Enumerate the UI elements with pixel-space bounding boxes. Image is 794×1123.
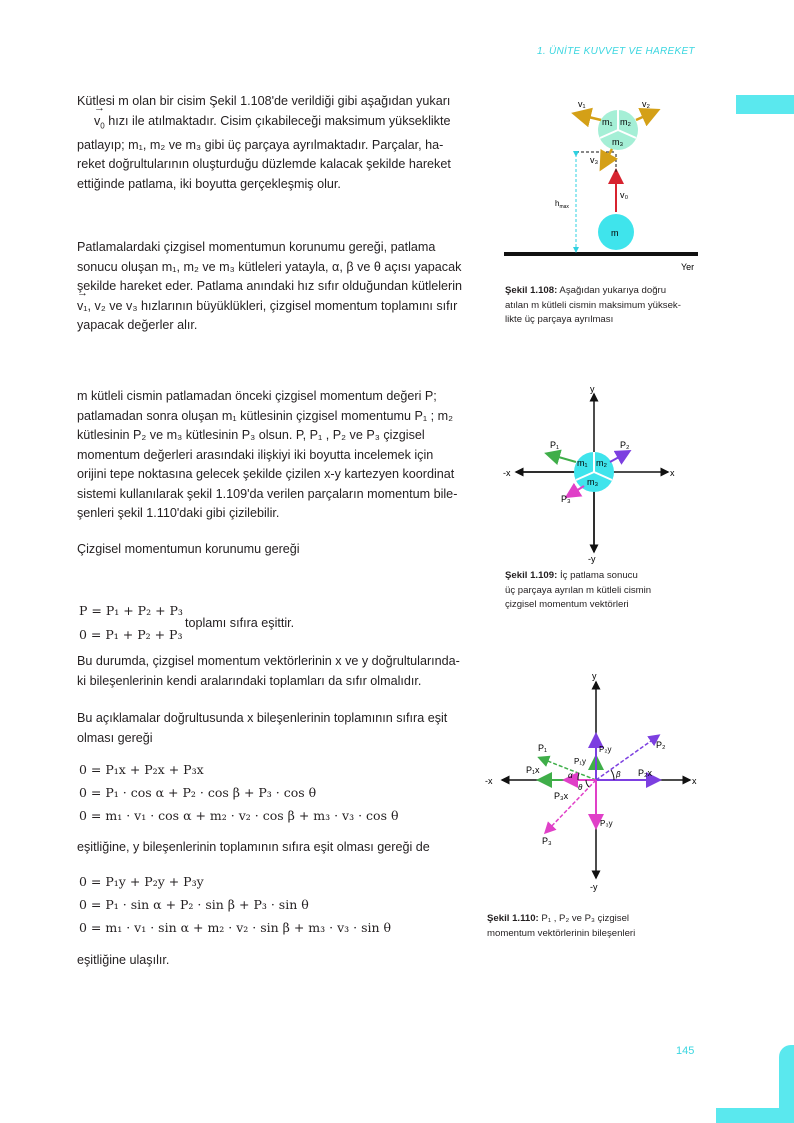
paragraph-4: Çizgisel momentumun korunumu gereği xyxy=(77,542,300,556)
p3-label: P₃ xyxy=(542,836,552,846)
p3-arrow xyxy=(546,780,596,832)
caption-line: atılan m kütleli cismin maksimum yüksek- xyxy=(505,299,681,311)
p2y-label: P₂y xyxy=(599,745,612,754)
v1-label: v₁ xyxy=(578,99,586,109)
velocity-vectors: → v₁, v₂ ve v₃ xyxy=(77,297,137,317)
text-line: patlamadan sonra oluşan m₁ kütlesinin çizgisel momentumu P₁ ; m₂ xyxy=(77,408,453,423)
axis-x-label: x xyxy=(692,776,697,786)
axis-neg-x-label: -x xyxy=(485,776,493,786)
page-corner-base xyxy=(716,1108,794,1123)
p1-arrow xyxy=(548,454,576,462)
caption-line: likte üç parçaya ayrılması xyxy=(505,314,614,325)
p2-arrow xyxy=(610,452,628,462)
text-line: patlayıp; m₁, m₂ ve m₃ gibi üç parçaya ayrılmaktadır. Parçalar, ha- xyxy=(77,137,444,152)
caption-text: Aşağıdan yukarıya doğru xyxy=(557,285,667,296)
p1-label: P₁ xyxy=(550,440,560,450)
alpha-arc xyxy=(578,773,579,780)
paragraph-1 xyxy=(77,92,487,194)
m1-label: m₁ xyxy=(577,458,588,468)
text-line: Bu açıklamalar doğrultusunda x bileşenlerinin toplamının sıfıra eşit xyxy=(77,711,448,725)
axis-neg-y-label: -y xyxy=(588,554,596,564)
text-line: yapacak değerler alır. xyxy=(77,318,198,332)
paragraph-2 xyxy=(77,238,487,336)
text-line: ettiğinde patlama, iki boyutta gerçekleşmiş olur. xyxy=(77,176,341,191)
caption-line xyxy=(505,284,715,299)
p1x-label: P₁x xyxy=(526,765,540,775)
caption-label: Şekil 1.108: xyxy=(505,285,558,296)
axis-x-label: x xyxy=(670,468,675,478)
m1-label: m₁ xyxy=(602,117,613,127)
equation-y-1: 0 = P₁y + P₂y + P₃y xyxy=(79,874,204,889)
equation-y-2: 0 = P₁ · sin α + P₂ · sin β + P₃ · sin θ xyxy=(79,897,309,912)
caption-line: çizgisel momentum vektörleri xyxy=(505,599,629,610)
axis-y-label: y xyxy=(590,384,595,394)
p2x-label: P₂x xyxy=(638,768,652,778)
v2-label: v₂ xyxy=(642,99,650,109)
text-line: Bu durumda, çizgisel momentum vektörlerinin x ve y doğrultularında- xyxy=(77,654,460,668)
text-line: şekilde hareket eder. Patlama anındaki hız sıfır olduğundan kütlelerin xyxy=(77,279,463,293)
v0-label: v₀ xyxy=(620,190,629,200)
hmax-label: $h_{max}$ xyxy=(555,199,569,210)
p3y-label: P₃y xyxy=(600,819,613,828)
alpha-label: α xyxy=(568,771,573,780)
m3-label: m₃ xyxy=(587,477,599,487)
m2-label: m₂ xyxy=(596,458,607,468)
axis-neg-y-label: -y xyxy=(590,882,598,892)
figure-1-108 xyxy=(498,92,708,277)
text-line: momentum değerleri arasındaki ilişkiyi iki boyutta incelemek için xyxy=(77,447,434,462)
equation-x-1: 0 = P₁x + P₂x + P₃x xyxy=(79,762,204,777)
text-line: olması gereği xyxy=(77,730,153,745)
caption-label: Şekil 1.110: xyxy=(487,913,539,924)
m2-label: m₂ xyxy=(620,117,631,127)
unit-header: 1. ÜNİTE KUVVET VE HAREKET xyxy=(537,46,695,57)
p1y-label: P₁y xyxy=(574,757,587,766)
text-line: ki bileşenlerinin kendi aralarındaki toplamları da sıfır olmalıdır. xyxy=(77,673,422,688)
text-line: reket doğrultularının oluşturduğu düzlemde kalacak şekilde hareket xyxy=(77,157,451,172)
equation-momentum-zero: 0 = P₁ + P₂ + P₃ xyxy=(79,627,183,642)
equation-y-3: 0 = m₁ · v₁ · sin α + m₂ · v₂ · sin β + m₃ · v₃ · sin θ xyxy=(79,920,392,935)
axis-y-label: y xyxy=(592,671,597,681)
equation-x-3: 0 = m₁ · v₁ · cos α + m₂ · v₂ · cos β + m₃ · v₃ · cos θ xyxy=(79,808,399,823)
side-tab-marker xyxy=(736,95,794,114)
caption-1-109 xyxy=(505,569,705,613)
v2-arrow xyxy=(636,111,656,120)
text-line: sistemi kullanılarak şekil 1.109'da verilen parçaların momentum bile- xyxy=(77,486,458,501)
p1-label: P₁ xyxy=(538,743,548,753)
equation-momentum-sum: P = P₁ + P₂ + P₃ xyxy=(79,603,183,618)
caption-1-108 xyxy=(505,284,715,328)
caption-text: İç patlama sonucu xyxy=(557,570,638,581)
p2-label: P₂ xyxy=(656,740,666,750)
p3-label: P₃ xyxy=(561,494,571,504)
page-number: 145 xyxy=(676,1045,695,1057)
ground-label: Yer xyxy=(681,262,695,272)
paragraph-6 xyxy=(77,709,487,748)
caption-label: Şekil 1.109: xyxy=(505,570,558,581)
theta-label: θ xyxy=(578,783,583,792)
paragraph-8: eşitliğine ulaşılır. xyxy=(77,953,170,967)
theta-arc xyxy=(586,780,589,787)
beta-arc xyxy=(611,770,614,780)
caption-line xyxy=(505,569,705,584)
text-line: sonucu oluşan m₁, m₂ ve m₃ kütleleri yatayla, α, β ve θ açısı yapacak xyxy=(77,259,462,274)
v0-symbol: → v xyxy=(94,112,100,132)
p2-label: P₂ xyxy=(620,440,630,450)
text-line: Patlamalardaki çizgisel momentumun korunumu gereği, patlama xyxy=(77,240,436,254)
paragraph-7: eşitliğine, y bileşenlerinin toplamının sıfıra eşit olması gereği de xyxy=(77,840,430,854)
axis-neg-x-label: -x xyxy=(503,468,511,478)
equation-note: toplamı sıfıra eşittir. xyxy=(185,616,295,630)
beta-label: β xyxy=(616,770,621,779)
text-line: şenleri şekil 1.110'daki gibi çizilebilir. xyxy=(77,506,280,520)
mass-m-label: m xyxy=(611,228,619,238)
text-line: orijini tepe noktasına gelecek şekilde çizilen x-y kartezyen koordinat xyxy=(77,467,455,481)
text-span: hızlarının büyüklükleri, çizgisel momentum toplamını sıfır xyxy=(137,298,458,313)
text-line xyxy=(77,112,487,136)
text-line: m kütleli cismin patlamadan önceki çizgisel momentum değeri P; xyxy=(77,389,437,403)
subscript: 0 xyxy=(100,121,105,131)
paragraph-5 xyxy=(77,652,487,691)
caption-line xyxy=(487,912,707,927)
text-span: hızı ile atılmaktadır. Cisim çıkabileceği maksimum yükseklikte xyxy=(104,113,451,128)
caption-line: üç parçaya ayrılan m kütleli cismin xyxy=(505,584,652,596)
p3x-label: P₃x xyxy=(554,791,569,801)
caption-line: momentum vektörlerinin bileşenleri xyxy=(487,927,636,939)
v1-arrow xyxy=(576,114,601,120)
text-line xyxy=(77,297,487,317)
caption-text: P₁ , P₂ ve P₃ çizgisel xyxy=(538,913,630,924)
text-line: kütlesinin P₂ ve m₃ kütlesinin P₃ olsun. P, P₁ , P₂ ve P₃ çizgisel xyxy=(77,428,425,442)
v3-label: v₃ xyxy=(590,155,599,165)
equation-x-2: 0 = P₁ · cos α + P₂ · cos β + P₃ · cos θ xyxy=(79,785,317,800)
caption-1-110 xyxy=(487,912,707,941)
text-line: Kütlesi m olan bir cisim Şekil 1.108'de verildiği gibi aşağıdan yukarı xyxy=(77,94,451,108)
figure-1-109 xyxy=(500,380,690,565)
m3-label: m₃ xyxy=(612,137,624,147)
paragraph-3 xyxy=(77,387,487,524)
figure-1-110 xyxy=(480,666,710,896)
